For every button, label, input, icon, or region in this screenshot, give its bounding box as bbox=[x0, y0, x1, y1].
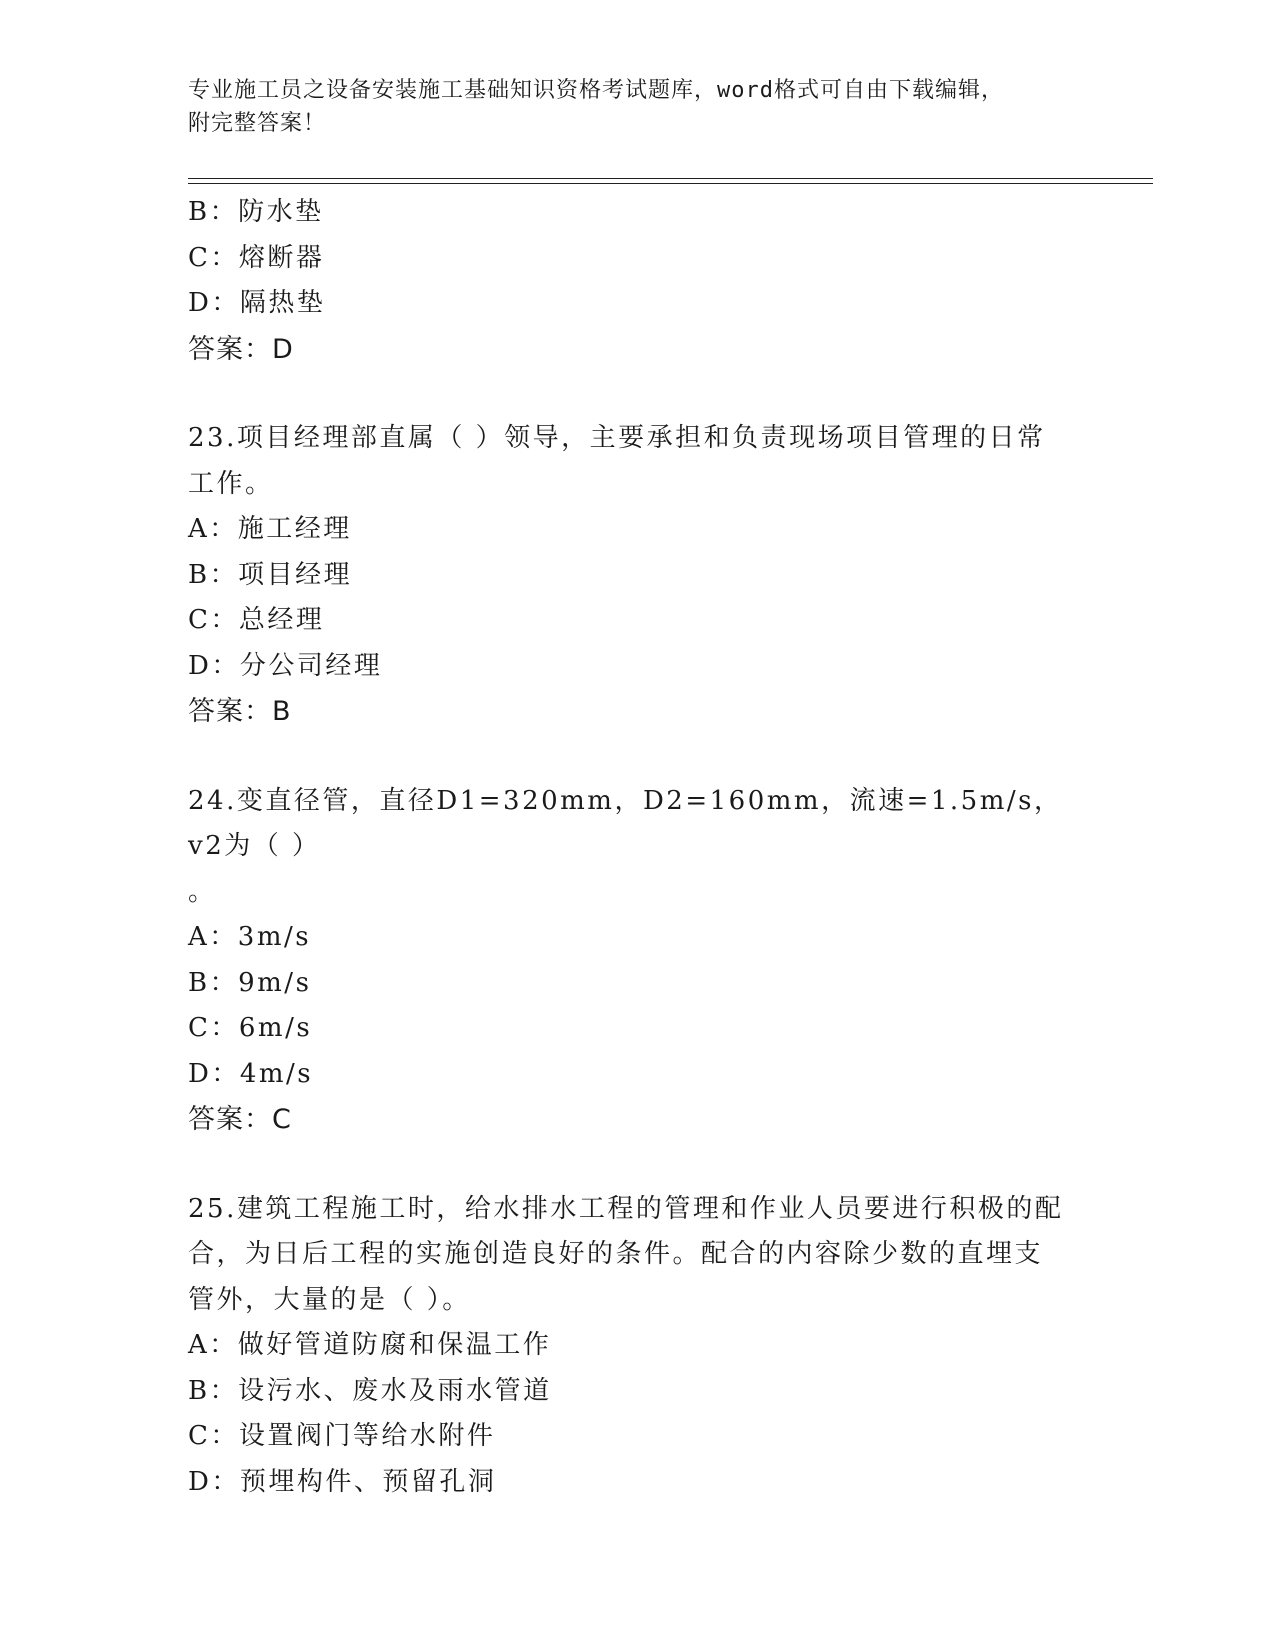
question-line: 25.建筑工程施工时，给水排水工程的管理和作业人员要进行积极的配 bbox=[188, 1193, 1064, 1224]
question-text bbox=[188, 1187, 1068, 1324]
option-d: D：分公司经理 bbox=[188, 650, 383, 681]
option-d: D：预埋构件、预留孔洞 bbox=[188, 1466, 497, 1497]
question-line: 工作。 bbox=[188, 468, 274, 499]
option-a: A：施工经理 bbox=[188, 514, 352, 544]
question-text bbox=[188, 416, 1068, 507]
option-b: B：设污水、废水及雨水管道 bbox=[188, 1375, 552, 1406]
question-line: 24.变直径管，直径D1=320mm，D2=160mm，流速=1.5m/s，v2为（ ） bbox=[188, 785, 1063, 861]
answer-line: 答案：B bbox=[188, 696, 292, 727]
document-header bbox=[188, 74, 1068, 140]
header-divider-top bbox=[188, 178, 1153, 179]
question-block-22 bbox=[188, 190, 1088, 372]
option-a: A：做好管道防腐和保温工作 bbox=[188, 1330, 552, 1360]
answer-line: 答案：D bbox=[188, 333, 294, 365]
question-block-24 bbox=[188, 779, 1088, 1143]
header-line-1: 专业施工员之设备安装施工基础知识资格考试题库，word格式可自由下载编辑， bbox=[188, 78, 1004, 103]
header-line-2: 附完整答案！ bbox=[188, 111, 327, 136]
question-line: 管外，大量的是（ ）。 bbox=[188, 1284, 471, 1315]
option-c: C：6m/s bbox=[188, 1013, 313, 1043]
option-b: B：9m/s bbox=[188, 967, 312, 998]
question-text bbox=[188, 779, 1068, 916]
question-line: 合，为日后工程的实施创造良好的条件。配合的内容除少数的直埋支 bbox=[188, 1239, 1044, 1269]
option-b: B：项目经理 bbox=[188, 559, 353, 590]
option-c: C：总经理 bbox=[188, 605, 325, 635]
option-d: D：隔热垫 bbox=[188, 288, 326, 318]
question-block-23 bbox=[188, 416, 1088, 735]
header-divider-bottom bbox=[188, 183, 1153, 184]
question-line: 23.项目经理部直属（ ）领导，主要承担和负责现场项目管理的日常 bbox=[188, 423, 1046, 453]
question-content bbox=[188, 190, 1088, 1505]
option-d: D：4m/s bbox=[188, 1058, 314, 1089]
option-c: C：设置阀门等给水附件 bbox=[188, 1421, 496, 1451]
answer-line: 答案：C bbox=[188, 1104, 292, 1135]
option-b: B：防水垫 bbox=[188, 197, 324, 227]
question-block-25 bbox=[188, 1187, 1088, 1506]
option-c: C：熔断器 bbox=[188, 242, 325, 273]
question-line: 。 bbox=[188, 876, 217, 907]
option-a: A：3m/s bbox=[188, 922, 312, 952]
